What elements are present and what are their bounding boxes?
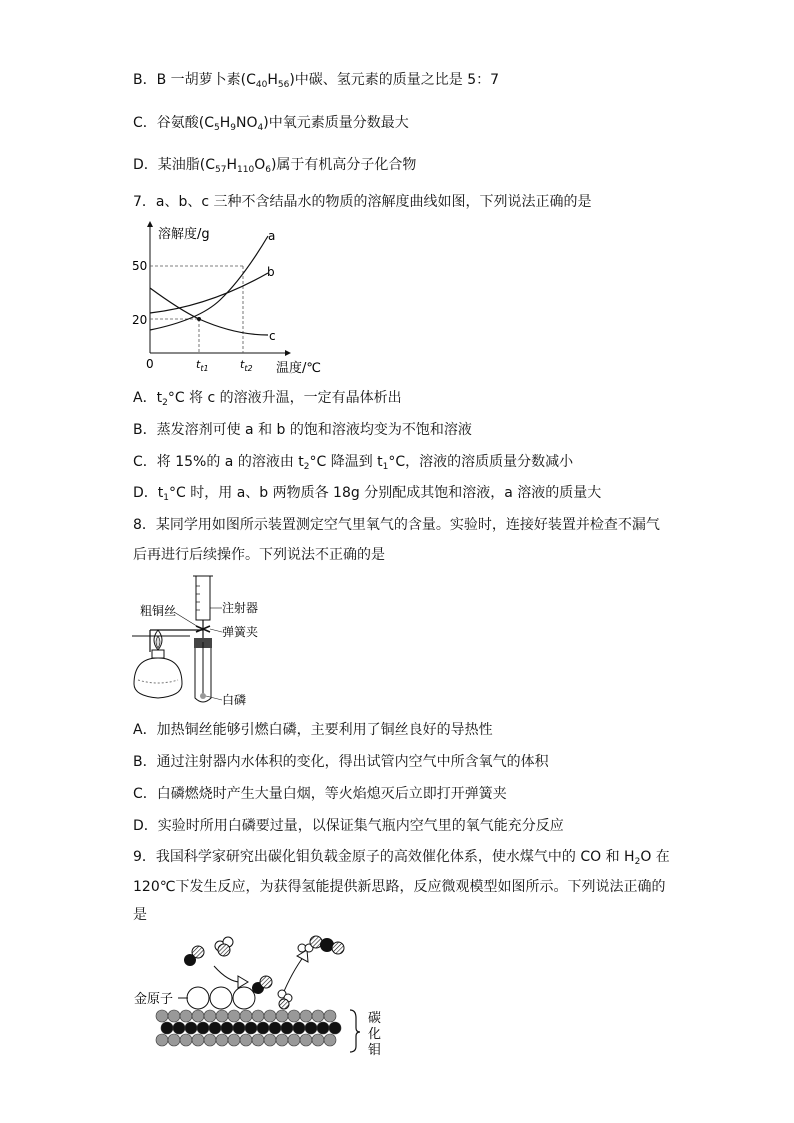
curve-label-c: c [269,329,276,343]
support-atom [168,1010,180,1022]
support-atom [312,1034,324,1046]
h2o-molecule-left [215,937,233,956]
support-atom [185,1022,197,1034]
support-atom [305,1022,317,1034]
q6-option-b: B．B 一胡萝卜素$(C_{40}H_{56})$中碳、氢元素的质量之比是 5：7 [133,72,500,90]
support-atom [204,1010,216,1022]
q6-option-d: D．某油脂$(C_{57}H_{110}O_6)$属于有机高分子化合物 [133,157,417,175]
support-atom [209,1022,221,1034]
support-atom [204,1034,216,1046]
support-atom [180,1010,192,1022]
support-atom [221,1022,233,1034]
curve-b [150,273,268,313]
support-atom [216,1010,228,1022]
support-atom [324,1010,336,1022]
adsorbed-h2o [278,990,292,1009]
curve-label-b: b [267,265,275,279]
support-brace [350,1010,360,1052]
intersection-point [197,317,201,321]
q9-stem-line1: 9．我国科学家研究出碳化钼负载金原子的高效催化体系，使水煤气中的 CO 和 $H_2O$ 在 [133,849,670,867]
x-tick-t1: $t_{t1}$ [196,358,209,373]
q7-option-c: C．将 15%的 a 的溶液由 $t_2^\circ C$ 降温到 $t_1^\circ C$，溶液的溶质质量分数减小 [133,454,574,472]
support-atom [288,1010,300,1022]
q8-stem-line2: 后再进行后续操作。下列说法不正确的是 [133,547,385,563]
white-phosphorus [200,693,206,699]
oxygen-apparatus-figure [130,572,280,712]
support-atom [192,1034,204,1046]
label-copper-wire: 粗铜丝 [140,604,177,618]
support-atom [240,1034,252,1046]
curve-c [150,288,268,335]
q8-option-a: A．加热铜丝能够引燃白磷，主要利用了铜丝良好的导热性 [133,722,493,738]
y-tick-20: 20 [132,313,148,327]
gold-atom-label: 金原子 [134,992,174,1007]
q8-option-d: D．实验时所用白磷要过量，以保证集气瓶内空气里的氧气能充分反应 [133,818,564,834]
support-atom [276,1010,288,1022]
support-atom [197,1022,209,1034]
support-atom [288,1034,300,1046]
q7-option-d: D．$t_1^\circ C$ 时，用 a、b 两物质各 18g 分别配成其饱和溶液，a 溶液的质量大 [133,485,602,503]
support-atom [168,1034,180,1046]
support-atom [269,1022,281,1034]
support-atom [264,1010,276,1022]
support-atom [257,1022,269,1034]
support-atom [252,1034,264,1046]
gold-atom [233,987,255,1009]
x-tick-t2: $t_{t2}$ [240,358,253,373]
support-atom [240,1010,252,1022]
support-atom [173,1022,185,1034]
support-atom [245,1022,257,1034]
support-atom [281,1022,293,1034]
q8-option-c: C．白磷燃烧时产生大量白烟，等火焰熄灭后立即打开弹簧夹 [133,786,507,802]
gold-atom [210,987,232,1009]
support-atom [192,1010,204,1022]
support-atom [161,1022,173,1034]
y-tick-50: 50 [132,259,148,273]
arrow-out [282,956,304,996]
support-atom [228,1010,240,1022]
y-axis-label: 溶解度/g [158,227,210,242]
support-atom [317,1022,329,1034]
syringe-barrel [196,576,210,620]
support-atom [276,1034,288,1046]
q7-option-a: A．$t_2^\circ C$ 将 c 的溶液升温，一定有晶体析出 [133,390,402,408]
support-label-1: 碳 [368,1011,382,1026]
support-atom [180,1034,192,1046]
q7-stem: 7．a、b、c 三种不含结晶水的物质的溶解度曲线如图，下列说法正确的是 [133,194,592,210]
curve-label-a: a [268,229,276,243]
support-atom [252,1010,264,1022]
co-molecule-left [184,946,204,966]
origin-label: 0 [146,357,154,371]
label-white-phosphorus: 白磷 [222,693,247,707]
support-label-2: 化 [368,1027,382,1042]
q8-stem-line1: 8．某同学用如图所示装置测定空气里氧气的含量。实验时，连接好装置并检查不漏气 [133,517,660,533]
gold-atom [187,987,209,1009]
q7-option-b: B．蒸发溶剂可使 a 和 b 的饱和溶液均变为不饱和溶液 [133,422,472,438]
support-atom [156,1010,168,1022]
support-atom [300,1010,312,1022]
label-syringe: 注射器 [222,601,259,615]
co2-molecule [310,936,344,954]
adsorbed-o [260,976,272,988]
catalysis-model-figure [132,932,392,1062]
q9-stem-line3: 是 [133,907,147,923]
support-atom [216,1034,228,1046]
support-label-3: 钼 [368,1043,382,1058]
q8-option-b: B．通过注射器内水体积的变化，得出试管内空气中所含氧气的体积 [133,754,549,770]
q9-stem-line2: 120℃下发生反应，为获得氢能提供新思路，反应微观模型如图所示。下列说法正确的 [133,879,666,895]
support-atom [156,1034,168,1046]
support-atom [312,1010,324,1022]
support-atom [324,1034,336,1046]
q6-option-c: C．谷氨酸$(C_5H_9NO_4)$中氧元素质量分数最大 [133,115,409,133]
x-axis-label: 温度/℃ [276,361,321,376]
molybdenum-carbide-support [156,1010,341,1046]
support-atom [300,1034,312,1046]
support-atom [293,1022,305,1034]
support-atom [329,1022,341,1034]
solubility-chart [132,218,340,378]
support-atom [228,1034,240,1046]
alcohol-lamp [134,658,182,698]
support-atom [264,1034,276,1046]
support-atom [233,1022,245,1034]
label-spring-clamp: 弹簧夹 [222,625,259,639]
